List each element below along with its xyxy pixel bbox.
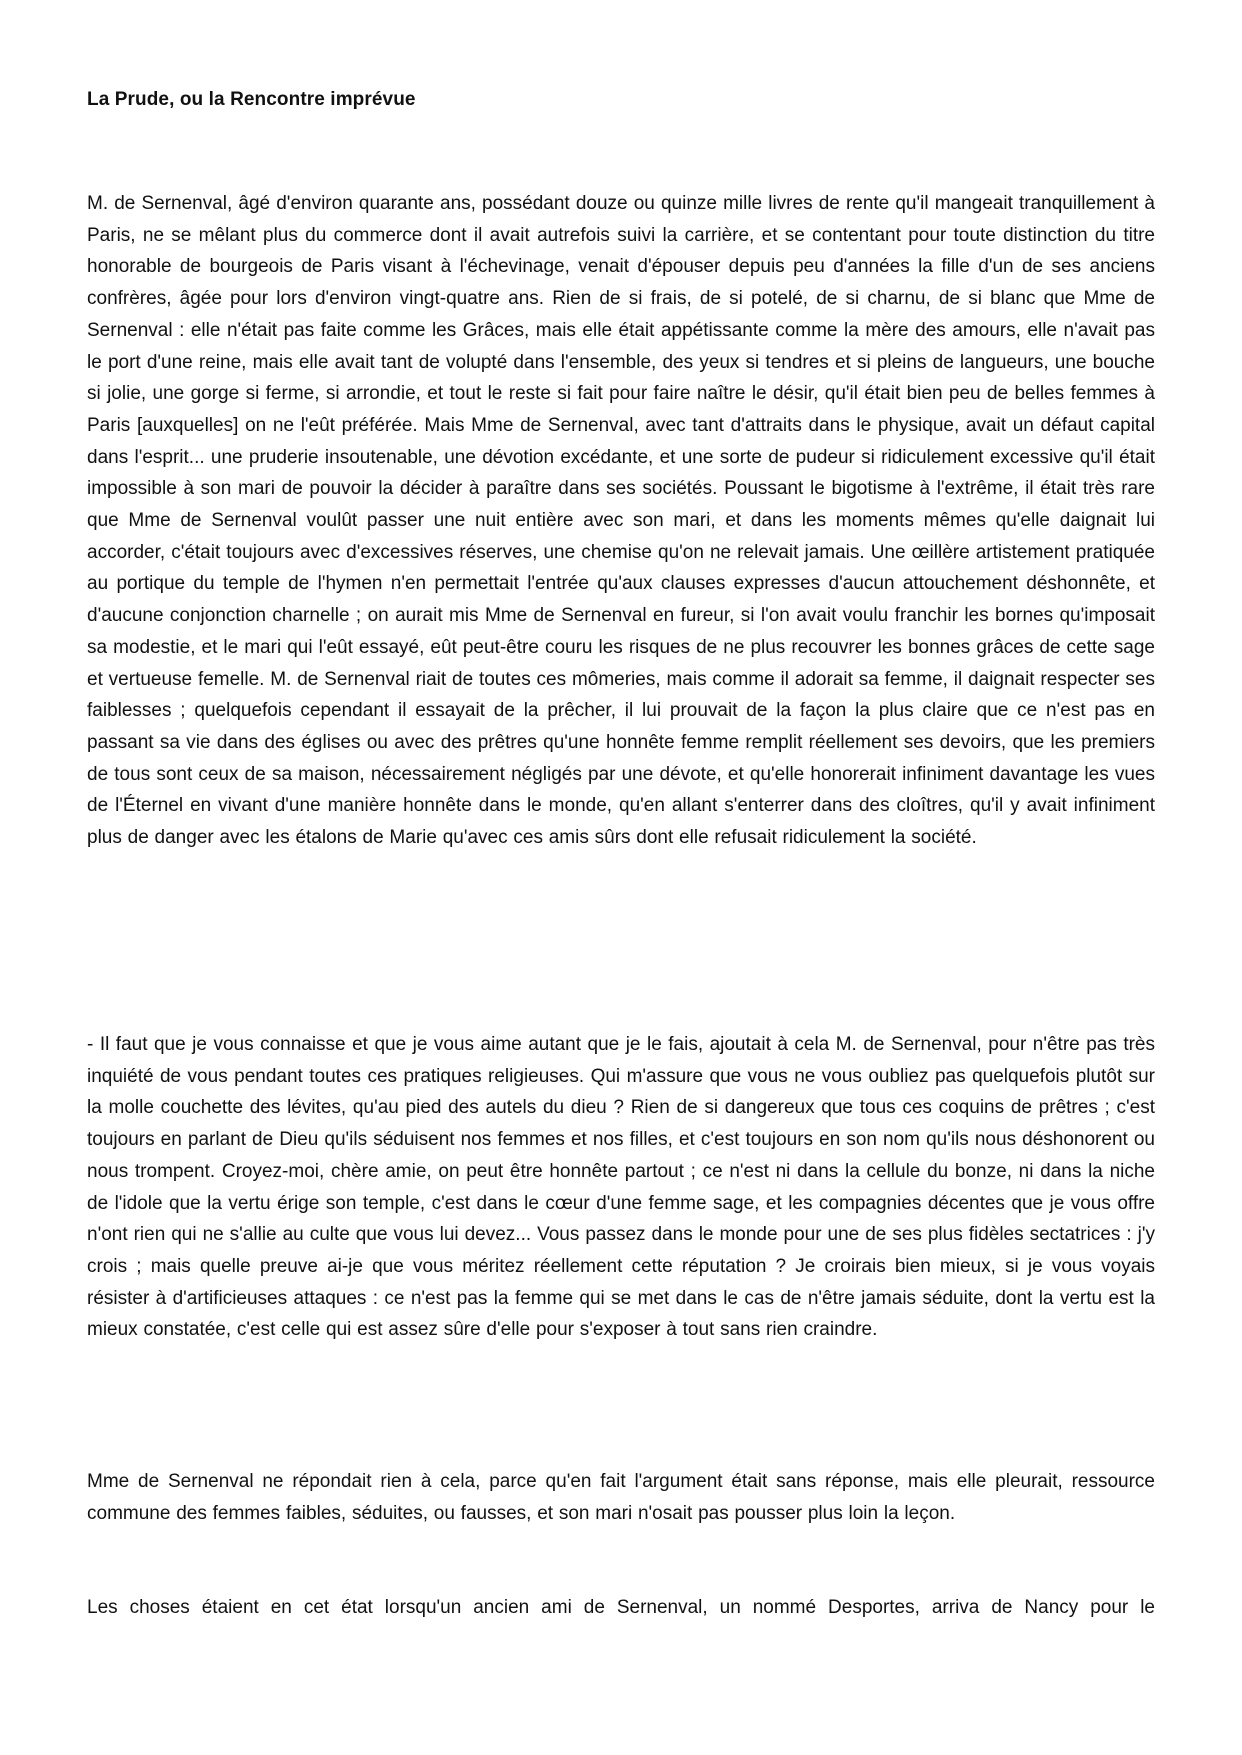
paragraph-3: Mme de Sernenval ne répondait rien à cela, parce qu'en fait l'argument était sans réponse, mais elle pleurait, ressource commune des femmes faibles, séduites, ou fausses, et son mari n'osait pas pousser plus loin la leçon. xyxy=(87,1471,1155,1524)
paragraph-2: - Il faut que je vous connaisse et que je vous aime autant que je le fais, ajoutait à cela M. de Sernenval, pour n'être pas très inquiété de vous pendant toutes ces pratiques religieuses. Qui m'assure que vous ne vous oubliez pas quelquefois plutôt sur la molle couchette des lévites, qu'au pied des autels du dieu ? Rien de si dangereux que tous ces coquins de prêtres ; c'est toujours en parlant de Dieu qu'ils séduisent nos femmes et nos filles, et c'est toujours en son nom qu'ils nous déshonorent ou nous trompent. Croyez-moi, chère amie, on peut être honnête partout ; ce n'est ni dans la cellule du bonze, ni dans la niche de l'idole que la vertu érige son temple, c'est dans le cœur d'une femme sage, et les compagnies décentes que je vous offre n'ont rien qui ne s'allie au culte que vous lui devez... Vous passez dans le monde pour une de ses plus fidèles sectatrices : j'y crois ; mais quelle preuve ai-je que vous méritez réellement cette réputation ? Je croirais bien mieux, si je vous voyais résister à d'artificieuses attaques : ce n'est pas la femme qui se met dans le cas de n'être jamais séduite, dont la vertu est la mieux constatée, c'est celle qui est assez sûre d'elle pour s'exposer à tout sans rien craindre. xyxy=(87,1034,1155,1341)
document-title: La Prude, ou la Rencontre imprévue xyxy=(87,89,416,110)
document-page xyxy=(87,0,1155,1755)
paragraph-1: M. de Sernenval, âgé d'environ quarante ans, possédant douze ou quinze mille livres de rente qu'il mangeait tranquillement à Paris, ne se mêlant plus du commerce dont il avait autrefois suivi la carrière, et se contentant pour toute distinction du titre honorable de bourgeois de Paris visant à l'échevinage, venait d'épouser depuis peu d'années la fille d'un de ses anciens confrères, âgée pour lors d'environ vingt-quatre ans. Rien de si frais, de si potelé, de si charnu, de si blanc que Mme de Sernenval : elle n'était pas faite comme les Grâces, mais elle était appétissante comme la mère des amours, elle n'avait pas le port d'une reine, mais elle avait tant de volupté dans l'ensemble, des yeux si tendres et si pleins de langueurs, une bouche si jolie, une gorge si ferme, si arrondie, et tout le reste si fait pour faire naître le désir, qu'il était bien peu de belles femmes à Paris [auxquelles] on ne l'eût préférée. Mais Mme de Sernenval, avec tant d'attraits dans le physique, avait un défaut capital dans l'esprit... une pruderie insoutenable, une dévotion excédante, et une sorte de pudeur si ridiculement excessive qu'il était impossible à son mari de pouvoir la décider à paraître dans ses sociétés. Poussant le bigotisme à l'extrême, il était très rare que Mme de Sernenval voulût passer une nuit entière avec son mari, et dans les moments mêmes qu'elle daignait lui accorder, c'était toujours avec d'excessives réserves, une chemise qu'on ne relevait jamais. Une œillère artistement pratiquée au portique du temple de l'hymen n'en permettait l'entrée qu'aux clauses expresses d'aucun attouchement déshonnête, et d'aucune conjonction charnelle ; on aurait mis Mme de Sernenval en fureur, si l'on avait voulu franchir les bornes qu'imposait sa modestie, et le mari qui l'eût essayé, eût peut-être couru les risques de ne plus recouvrer les bonnes grâces de cette sage et vertueuse femelle. M. de Sernenval riait de toutes ces mômeries, mais comme il adorait sa femme, il daignait respecter ses faiblesses ; quelquefois cependant il essayait de la prêcher, il lui prouvait de la façon la plus claire que ce n'est pas en passant sa vie dans des églises ou avec des prêtres qu'une honnête femme remplit réellement ses devoirs, que les premiers de tous sont ceux de sa maison, nécessairement négligés par une dévote, et qu'elle honorerait infiniment davantage les vues de l'Éternel en vivant d'une manière honnête dans le monde, qu'en allant s'enterrer dans des cloîtres, qu'il y avait infiniment plus de danger avec les étalons de Marie qu'avec ces amis sûrs dont elle refusait ridiculement la société. xyxy=(87,193,1155,849)
paragraph-4: Les choses étaient en cet état lorsqu'un ancien ami de Sernenval, un nommé Desportes, arriva de Nancy pour le xyxy=(87,1597,1155,1618)
